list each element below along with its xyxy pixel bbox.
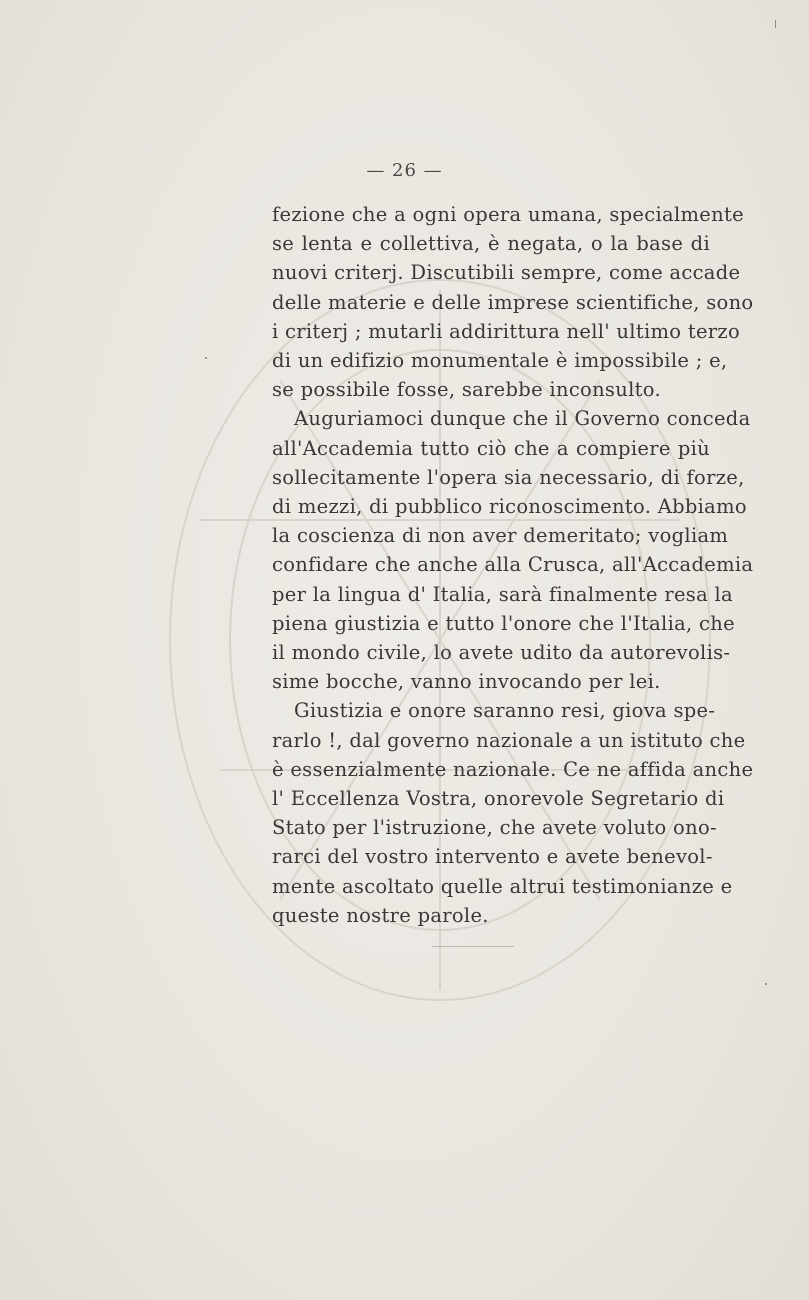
text-line: il mondo civile, lo avete udito da autorevolis-	[272, 641, 731, 665]
text-line: sollecitamente l'opera sia necessario, di forze,	[272, 465, 745, 489]
text-line: mente ascoltato quelle altrui testimonianze e	[272, 874, 733, 898]
text-line: delle materie e delle imprese scientifiche, sono	[272, 290, 754, 314]
text-line: confidare che anche alla Crusca, all'Accademia	[272, 553, 754, 577]
text-line: Stato per l'istruzione, che avete voluto ono-	[272, 816, 717, 840]
closing-rule	[432, 946, 514, 947]
text-line: i criterj ; mutarli addirittura nell' ultimo terzo	[272, 319, 741, 343]
text-line: Giustizia e onore saranno resi, giova spe-	[294, 699, 716, 723]
text-line: di mezzi, di pubblico riconoscimento. Abbiamo	[272, 495, 747, 519]
text-line: l' Eccellenza Vostra, onorevole Segretario di	[272, 787, 725, 811]
paragraph-1	[272, 200, 754, 404]
text-line: rarci del vostro intervento e avete benevol-	[272, 845, 713, 869]
text-line: per la lingua d' Italia, sarà finalmente resa la	[272, 582, 733, 606]
text-line: fezione che a ogni opera umana, specialmente	[272, 203, 744, 226]
text-line: rarlo !, dal governo nazionale a un istituto che	[272, 728, 746, 752]
body-text	[272, 200, 754, 930]
paragraph-3	[272, 696, 754, 930]
text-line: la coscienza di non aver demeritato; vogliam	[272, 524, 729, 548]
text-line: all'Accademia tutto ciò che a compiere più	[272, 436, 710, 460]
text-line: Auguriamoci dunque che il Governo conceda	[294, 407, 751, 431]
text-line: se possibile fosse, sarebbe inconsulto.	[272, 378, 661, 402]
text-line: queste nostre parole.	[272, 903, 489, 927]
paragraph-2	[272, 404, 754, 696]
paper-speck	[775, 20, 776, 28]
paper-speck	[205, 357, 207, 359]
paper-speck	[765, 983, 767, 985]
text-line: di un edifizio monumentale è impossibile ; e,	[272, 349, 728, 373]
text-line: sime bocche, vanno invocando per lei.	[272, 670, 661, 694]
text-line: se lenta e collettiva, è negata, o la base di	[272, 232, 710, 256]
text-line: è essenzialmente nazionale. Ce ne affida anche	[272, 757, 754, 781]
text-line: piena giustizia e tutto l'onore che l'Italia, che	[272, 611, 735, 635]
text-line: nuovi criterj. Discutibili sempre, come accade	[272, 261, 741, 285]
page-number: — 26 —	[366, 160, 443, 181]
